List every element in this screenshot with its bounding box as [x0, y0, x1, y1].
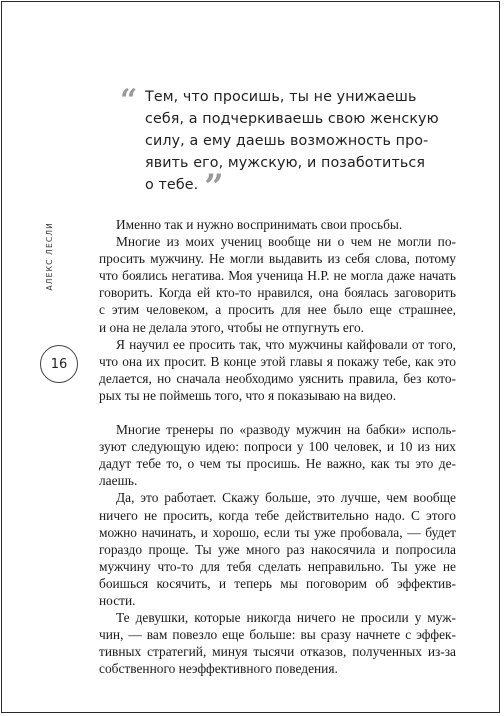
close-quote-mark-icon: ”	[204, 167, 224, 207]
pull-quote-text	[120, 83, 439, 207]
text-line: ности.	[99, 592, 136, 608]
text-line: ничего не просить, когда тебе действительно надо. С этого	[99, 507, 456, 523]
paragraph	[99, 609, 456, 677]
text-line: Да, это работает. Скажу больше, это лучше, чем вообще	[116, 490, 456, 506]
text-line: гораздо проще. Ты уже много раз накосячила и попросила	[99, 541, 456, 557]
quote-line: Тем, что просишь, ты не унижаешь	[145, 89, 417, 105]
paragraph	[99, 489, 456, 609]
text-line: мужчину что-то для тебя сделать неправильно. Ты уже не	[99, 558, 456, 574]
text-line: Те девушки, которые никогда ничего не просили у муж-	[116, 610, 456, 626]
text-line: Я научил ее просить так, что мужчины кайфовали от того,	[116, 336, 456, 352]
text-line: Многие тренеры по «разводу мужчин на бабки» исполь-	[116, 422, 456, 438]
open-quote-mark-icon: “	[120, 83, 138, 118]
text-line: тивных стратегий, минуя тысячи отказов, полученных из-за	[99, 644, 456, 660]
quote-line: себя, а подчеркиваешь свою женскую	[145, 111, 439, 127]
text-line: делается, но сначала необходимо уяснить правила, без кото-	[99, 370, 456, 386]
text-line: что она их просит. В конце этой главы я покажу тебе, как это	[99, 353, 456, 369]
text-line: с этим человеком, а просить для нее было еще страшнее,	[99, 302, 456, 318]
page-number: 16	[40, 345, 78, 383]
text-line: чин, — вам повезло еще больше: вы сразу начнете с эффек-	[99, 627, 456, 643]
body-text	[99, 216, 456, 677]
text-line: лаешь.	[99, 473, 138, 489]
section-gap	[99, 404, 456, 421]
text-line: рых ты не поймешь того, что я показываю на видео.	[99, 387, 397, 403]
text-line: дадут тебе то, о чем ты просишь. Не важно, как ты это де-	[99, 456, 456, 472]
text-line: можно начинать, и хорошо, если ты уже пробовала, — будет	[99, 524, 456, 540]
quote-line: явить его, мужскую, и позаботиться	[145, 155, 426, 171]
quote-line: о тебе.	[145, 177, 199, 193]
running-head-author: АЛЕКС ЛЕСЛИ	[45, 222, 54, 291]
text-line: Именно так и нужно воспринимать свои просьбы.	[116, 217, 403, 232]
paragraph	[99, 421, 456, 489]
text-line: просить мужчину. Не могли выдавить из себя слова, потому	[99, 251, 456, 267]
text-line: что боялись негатива. Моя ученица Н.Р. не могла даже начать	[99, 268, 456, 284]
paragraph	[99, 233, 456, 336]
pull-quote	[120, 83, 439, 207]
quote-line: силу, а ему даешь возможность про-	[145, 133, 429, 149]
text-line: зуют следующую идею: попроси у 100 человек, и 10 из них	[99, 439, 456, 455]
text-line: говорить. Когда ей кто-то нравился, она боялась заговорить	[99, 285, 456, 301]
quote-line-last	[145, 167, 420, 207]
paragraph	[99, 336, 456, 404]
text-line: собственного неэффективного поведения.	[99, 661, 338, 677]
text-line: и она не делала этого, чтобы не отпугнуть его.	[99, 319, 365, 335]
paragraph	[99, 216, 456, 233]
text-line: Многие из моих учениц вообще ни о чем не могли по-	[116, 234, 456, 250]
text-line: боишься косячить, и теперь мы поговорим об эффектив-	[99, 575, 456, 591]
